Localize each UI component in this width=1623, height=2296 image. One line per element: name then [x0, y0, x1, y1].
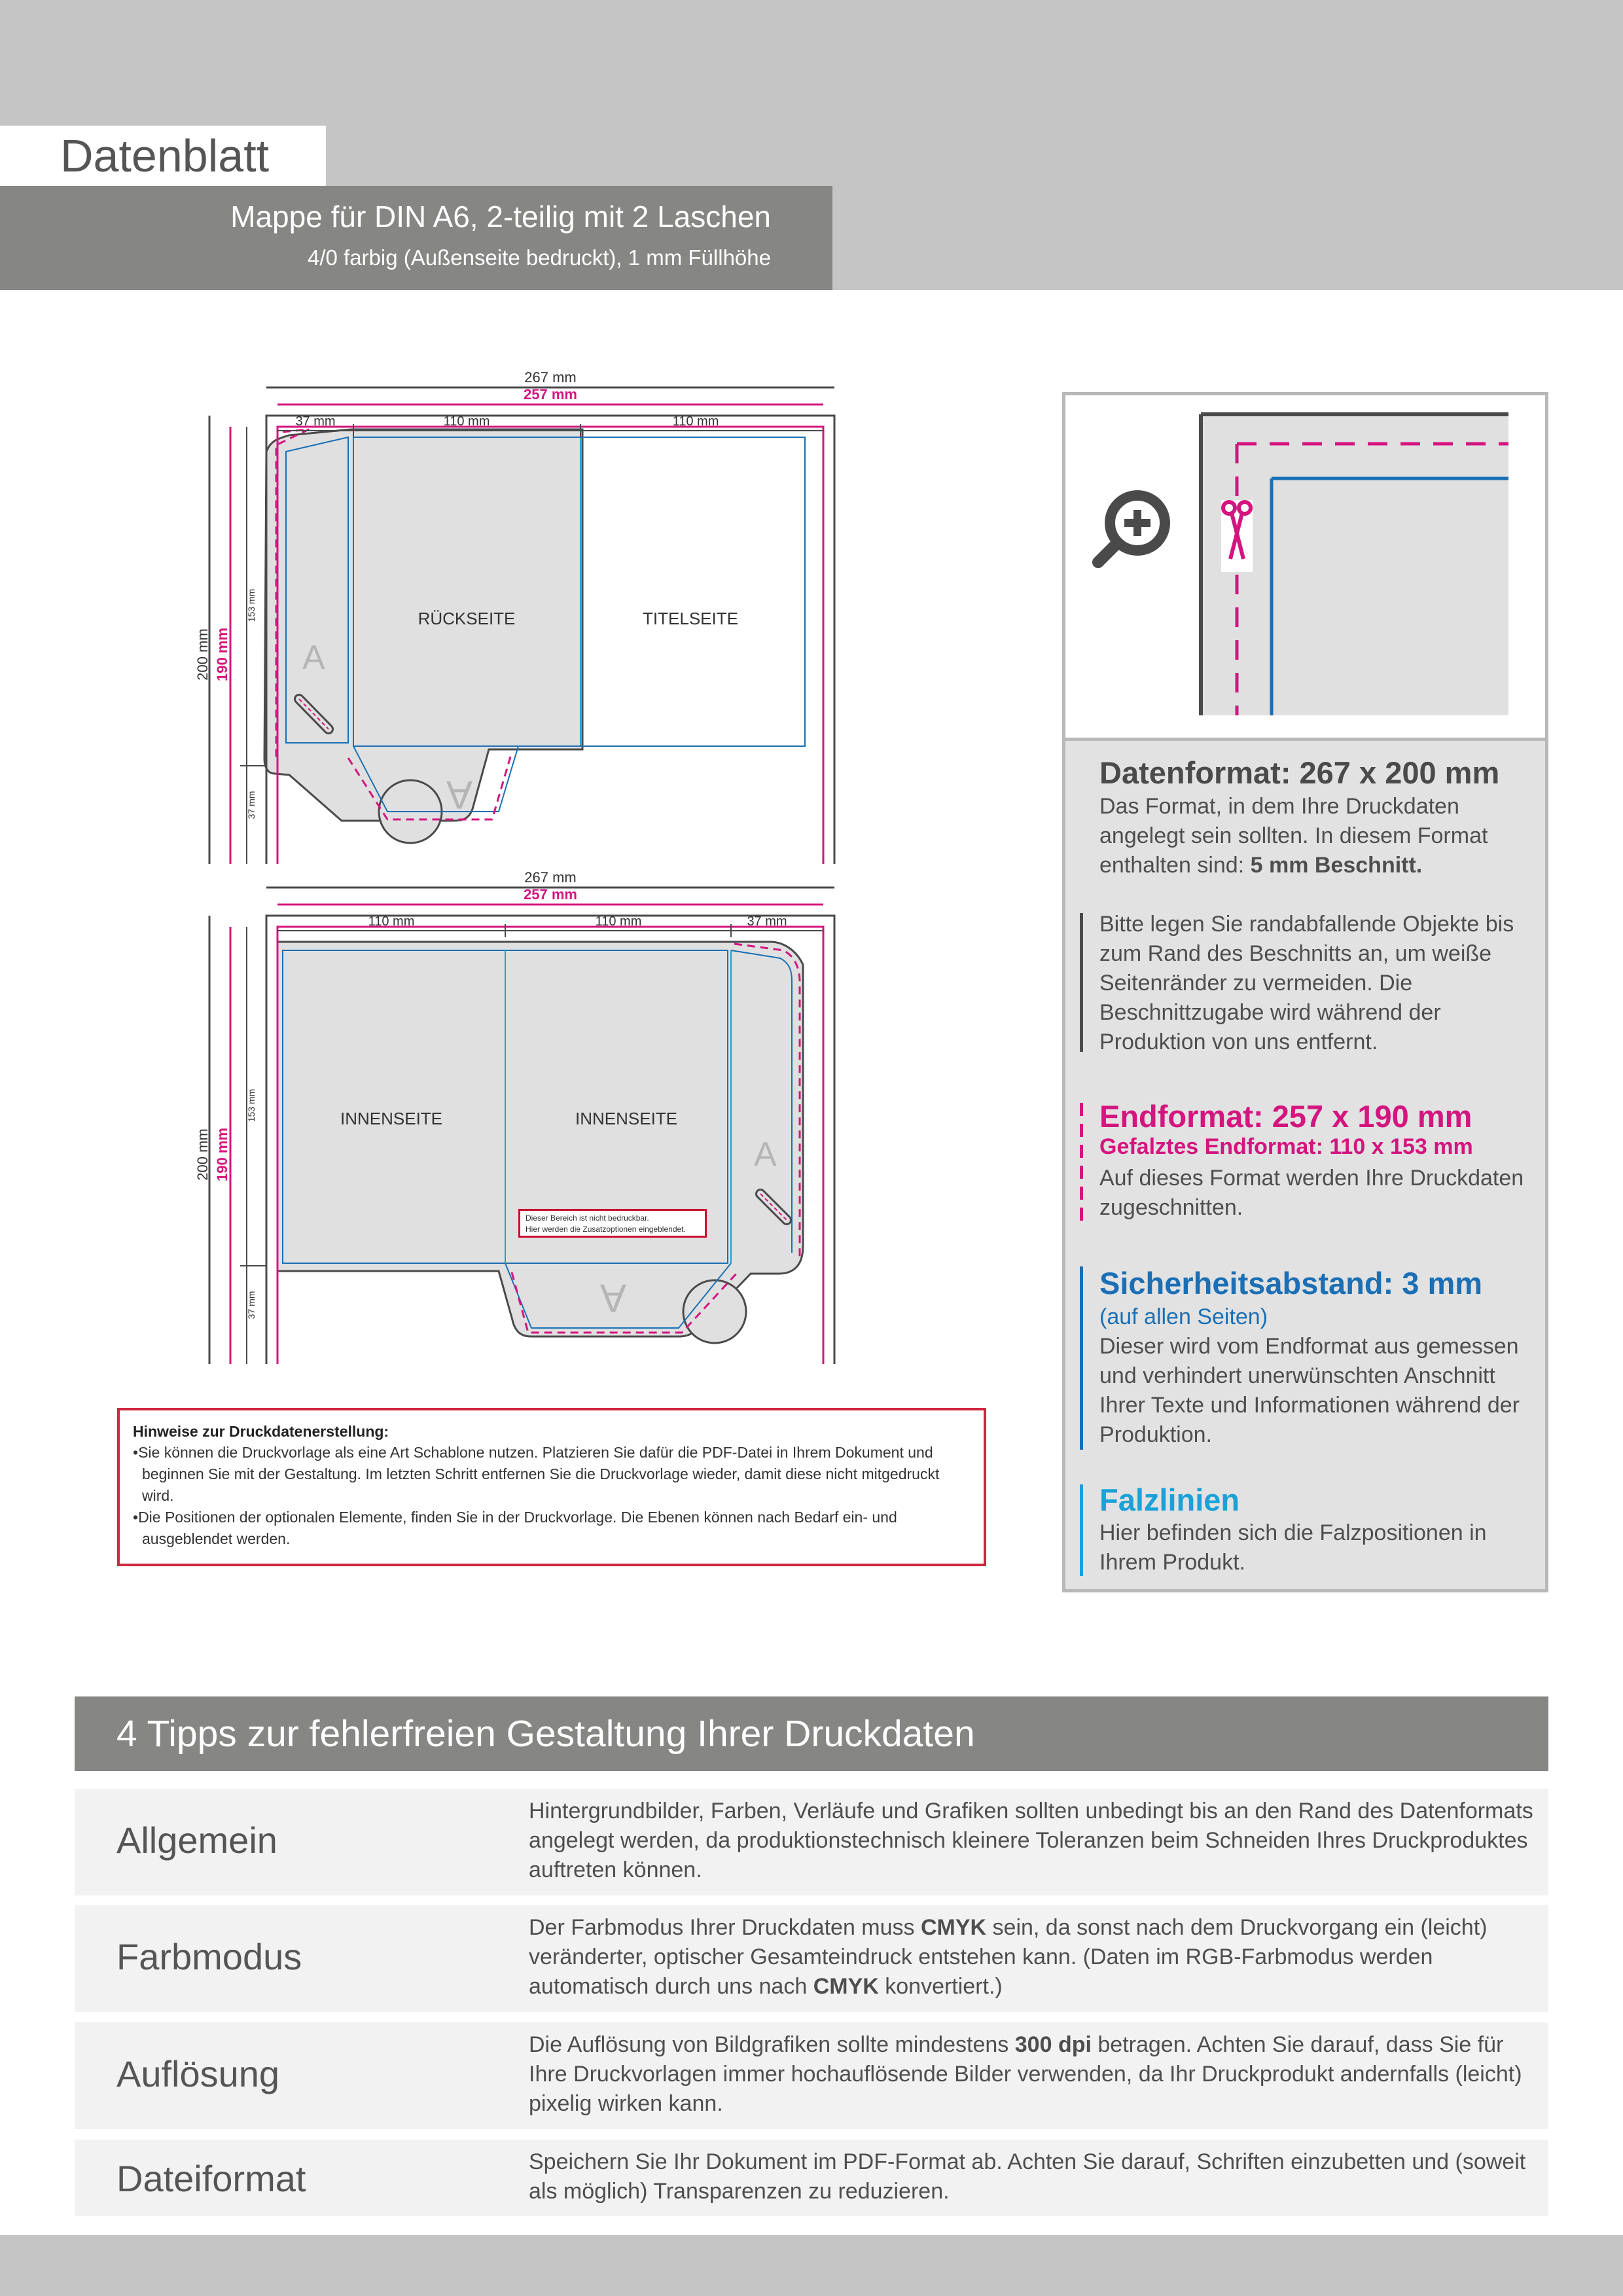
sicherheit-bar — [1080, 1266, 1083, 1450]
datenformat-text-main: Das Format, in dem Ihre Druckdaten angelegt sein sollten. In diesem Format enthalten sind: — [1099, 794, 1488, 878]
panel-label-inside-right: INNENSEITE — [575, 1109, 678, 1128]
panel-height-label: 153 mm — [246, 1088, 257, 1122]
tip-row — [75, 2022, 1548, 2129]
tip-text-part: betragen. Achten Sie darauf, dass Sie für Ihre Druckvorlagen immer hochauflösende Bilder verwenden, da Ihr Druckprodukt andernfalls (leicht) pixelig wirken kann. — [529, 2032, 1522, 2116]
flap-height-label: 37 mm — [246, 791, 257, 819]
tip-text-bold: 300 dpi — [1014, 2032, 1092, 2057]
endformat-heading: Endformat: 257 x 190 mm — [1099, 1099, 1472, 1134]
tip-name: Auflösung — [116, 2053, 280, 2094]
tip-row — [75, 1905, 1548, 2012]
product-subtitle: 4/0 farbig (Außenseite bedruckt), 1 mm Füllhöhe — [307, 245, 771, 270]
sicherheit-subheading: (auf allen Seiten) — [1099, 1304, 1268, 1329]
flap-letter-rotated: A — [600, 1276, 627, 1320]
tip-text-part: Die Auflösung von Bildgrafiken sollte mindestens — [529, 2032, 1015, 2057]
endformat-subheading: Gefalztes Endformat: 110 x 153 mm — [1099, 1134, 1473, 1159]
total-width-label: 267 mm — [524, 369, 577, 386]
flap-height-label: 37 mm — [246, 1291, 257, 1319]
segment-width-label: 110 mm — [595, 914, 642, 929]
falzlinien-heading: Falzlinien — [1099, 1482, 1240, 1517]
tip-name: Allgemein — [116, 1820, 277, 1861]
datenformat-note: Bitte legen Sie randabfallende Objekte bis zum Rand des Beschnitts an, um weiße Seitenränder zu vermeiden. Die Beschnittzugabe wird während der Produktion von uns entfernt. — [1099, 912, 1514, 1054]
hint-item: • Die Positionen der optionalen Elemente, finden Sie in der Druckvorlage. Die Ebenen können nach Bedarf ein- und ausgeblendet werden. — [133, 1507, 971, 1550]
panel-label-title: TITELSEITE — [643, 609, 738, 628]
segment-width-label: 110 mm — [368, 914, 415, 929]
inside-view-diagram — [191, 867, 846, 1364]
zoom-in-icon — [1098, 495, 1165, 562]
non-printable-note — [518, 1209, 707, 1238]
sicherheit-heading: Sicherheitsabstand: 3 mm — [1099, 1266, 1483, 1300]
tip-row — [75, 2140, 1548, 2216]
zoom-detail-drawing — [1065, 395, 1545, 738]
datenformat-text — [1099, 792, 1544, 880]
flap-letter: A — [754, 1136, 777, 1174]
tip-text-part: konvertiert.) — [878, 1974, 1003, 1999]
panel-height-label: 153 mm — [246, 588, 257, 622]
inside-view-drawing — [191, 867, 846, 1364]
total-width-label: 267 mm — [524, 869, 577, 886]
flap-letter-rotated: A — [446, 773, 473, 817]
final-width-label: 257 mm — [524, 886, 577, 903]
datenformat-heading: Datenformat: 267 x 200 mm — [1099, 755, 1500, 790]
final-height-label: 190 mm — [214, 1128, 230, 1181]
tip-text — [529, 1797, 1537, 1885]
tip-text-part: Hintergrundbilder, Farben, Verläufe und Grafiken sollten unbedingt bis an den Rand des Datenformats angelegt werden, da produktionstechnisch kleinere Toleranzen beim Schneiden Ihres Druckproduktes auftreten können. — [529, 1799, 1533, 1882]
total-height-label: 200 mm — [194, 628, 211, 681]
outside-view-diagram — [191, 367, 846, 864]
footer-band — [0, 2235, 1623, 2296]
sicherheit-text: Dieser wird vom Endformat aus gemessen und verhindert unerwünschten Anschnitt Ihrer Texte und Informationen während der Produktion. — [1099, 1334, 1520, 1447]
endformat-text: Auf dieses Format werden Ihre Druckdaten zugeschnitten. — [1099, 1166, 1524, 1220]
panel-label-back: RÜCKSEITE — [418, 609, 516, 628]
hints-box — [117, 1408, 986, 1566]
outside-view-drawing — [191, 367, 846, 864]
zoom-detail — [1065, 395, 1545, 741]
panel-label-inside-left: INNENSEITE — [340, 1109, 443, 1128]
flap-letter: A — [302, 639, 325, 677]
segment-width-label: 110 mm — [672, 414, 719, 429]
tip-text — [529, 1913, 1537, 2001]
tip-name: Farbmodus — [116, 1936, 302, 1977]
tip-text-part: Speichern Sie Ihr Dokument im PDF-Format ab. Achten Sie darauf, Schriften einzubetten und (soweit als möglich) Transparenzen zu reduzieren. — [529, 2149, 1526, 2204]
tip-text-part: sein, da sonst nach dem Druckvorgang ein (leicht) veränderter, optischer Gesamteindruck entstehen kann. (Daten im RGB-Farbmodus werden automatisch durch uns nach — [529, 1915, 1488, 1999]
datenformat-text-bold: 5 mm Beschnitt. — [1250, 853, 1423, 878]
segment-width-label: 37 mm — [747, 914, 787, 929]
final-height-label: 190 mm — [214, 628, 230, 681]
product-title: Mappe für DIN A6, 2-teilig mit 2 Laschen — [230, 200, 771, 234]
falzlinien-bar — [1080, 1484, 1083, 1576]
final-width-label: 257 mm — [524, 386, 577, 403]
tip-text — [529, 2030, 1537, 2119]
note-line: Dieser Bereich ist nicht bedruckbar. — [526, 1213, 649, 1223]
hints-title: Hinweise zur Druckdatenerstellung: — [133, 1423, 389, 1440]
hint-item: • Sie können die Druckvorlage als eine Art Schablone nutzen. Platzieren Sie dafür die PDF-Datei in Ihrem Dokument und beginnen Sie mit der Gestaltung. Im letzten Schritt entfernen Sie die Druckvorlage wieder, damit diese nicht mitgedruckt wird. — [133, 1442, 971, 1507]
note-line: Hier werden die Zusatzoptionen eingeblendet. — [526, 1225, 686, 1234]
tip-text — [529, 2147, 1537, 2206]
segment-width-label: 37 mm — [295, 414, 336, 429]
falzlinien-text: Hier befinden sich die Falzpositionen in Ihrem Produkt. — [1099, 1520, 1487, 1575]
tip-text-bold: CMYK — [920, 1915, 987, 1940]
endformat-bar — [1080, 1103, 1083, 1224]
total-height-label: 200 mm — [194, 1128, 211, 1181]
tips-title: 4 Tipps zur fehlerfreien Gestaltung Ihrer Druckdaten — [116, 1713, 975, 1755]
scissors-icon — [1221, 500, 1253, 572]
datenformat-bar — [1080, 913, 1083, 1052]
segment-width-label: 110 mm — [443, 414, 490, 429]
tip-text-part: Der Farbmodus Ihrer Druckdaten muss — [529, 1915, 921, 1940]
tip-text-bold: CMYK — [813, 1974, 879, 1999]
tip-row — [75, 1789, 1548, 1895]
tip-name: Dateiformat — [116, 2158, 306, 2199]
page-label: Datenblatt — [60, 130, 270, 181]
